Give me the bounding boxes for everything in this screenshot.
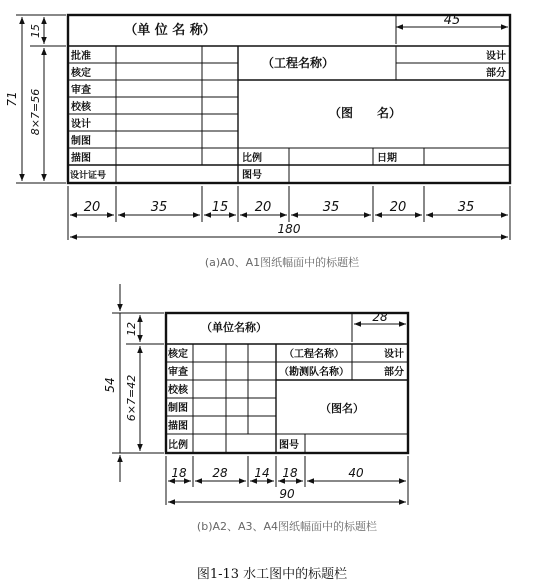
block-b-outer-frame xyxy=(166,313,408,453)
block-b-number-label: 图号 xyxy=(279,440,299,451)
block-a-row-label: 描图 xyxy=(71,153,91,164)
block-a-row-label: 校核 xyxy=(71,102,91,113)
block-b-bottom-dim-label: 28 xyxy=(212,466,228,480)
block-b-left-total-label: 54 xyxy=(103,377,117,393)
block-a-top-dim-label: 45 xyxy=(443,13,461,28)
block-a-date-label: 日期 xyxy=(377,153,397,164)
block-a-number-label: 图号 xyxy=(242,170,262,181)
block-a-total-dim-label: 180 xyxy=(277,222,301,236)
block-a-drawing-name: （图 名） xyxy=(328,106,402,120)
block-b-row-label: 校核 xyxy=(168,385,188,396)
block-b-total-dim-label: 90 xyxy=(279,487,295,501)
block-b-left-dimensions xyxy=(112,284,164,482)
block-a-bottom-dim-label: 35 xyxy=(457,200,475,215)
block-b-drawing-name: （图名） xyxy=(320,402,364,415)
block-a-bottom-dim-label: 15 xyxy=(211,200,229,215)
block-a-row-label: 设计证号 xyxy=(70,171,107,181)
block-b-caption: (b)A2、A3、A4图纸幅面中的标题栏 xyxy=(196,520,378,533)
block-b-part-label: 部分 xyxy=(384,367,404,378)
block-b-row-label: 审查 xyxy=(168,367,188,378)
figure-caption: 图1-13 水工图中的标题栏 xyxy=(196,567,348,582)
block-a-bottom-dim-label: 35 xyxy=(322,200,340,215)
block-b-row-label: 描图 xyxy=(168,421,188,432)
block-b-bottom-dim-label: 14 xyxy=(254,466,270,480)
block-b-row-label: 制图 xyxy=(168,403,188,414)
block-a-row-label: 设计 xyxy=(71,119,91,130)
block-a-project-name: （工程名称） xyxy=(261,56,335,70)
block-a-row-label: 制图 xyxy=(71,136,91,147)
block-a-caption: (a)A0、A1图纸幅面中的标题栏 xyxy=(204,256,360,269)
block-b-row-label: 核定 xyxy=(168,349,188,360)
block-a-scale-label: 比例 xyxy=(242,153,262,164)
block-a-part-label: 部分 xyxy=(486,68,506,79)
block-a-left-rows-label: 8×7=56 xyxy=(29,88,42,136)
block-a-bottom-dim-label: 35 xyxy=(150,200,168,215)
block-b-bottom-dim-label: 18 xyxy=(171,466,187,480)
title-block-a xyxy=(68,15,510,183)
block-a-row-label: 核定 xyxy=(71,68,91,79)
block-b-bottom-dim-label: 18 xyxy=(282,466,298,480)
block-a-row-label: 审查 xyxy=(71,85,91,96)
block-b-left-rows-label: 6×7=42 xyxy=(125,374,138,422)
block-b-unit-name: （单位名称） xyxy=(201,321,267,334)
block-a-left-total-label: 71 xyxy=(5,91,19,107)
block-a-design-label: 设计 xyxy=(486,51,506,62)
block-a-unit-name: （单 位 名 称） xyxy=(124,23,216,38)
block-a-row-label: 批准 xyxy=(71,51,91,62)
block-b-project-name: （工程名称） xyxy=(284,349,344,360)
block-a-bottom-dim-label: 20 xyxy=(254,200,272,215)
block-b-row-label: 比例 xyxy=(168,440,188,451)
title-block-b xyxy=(166,313,408,453)
block-a-bottom-dim-label: 20 xyxy=(389,200,407,215)
block-b-bottom-dim-label: 40 xyxy=(348,466,364,480)
block-a-bottom-dim-label: 20 xyxy=(83,200,101,215)
block-b-top-dim-label: 28 xyxy=(372,310,388,324)
block-b-left-head-label: 12 xyxy=(125,322,138,336)
block-b-design-label: 设计 xyxy=(384,349,404,360)
block-a-left-head-label: 15 xyxy=(29,24,42,38)
block-b-survey-name: （勘测队名称） xyxy=(279,367,349,378)
